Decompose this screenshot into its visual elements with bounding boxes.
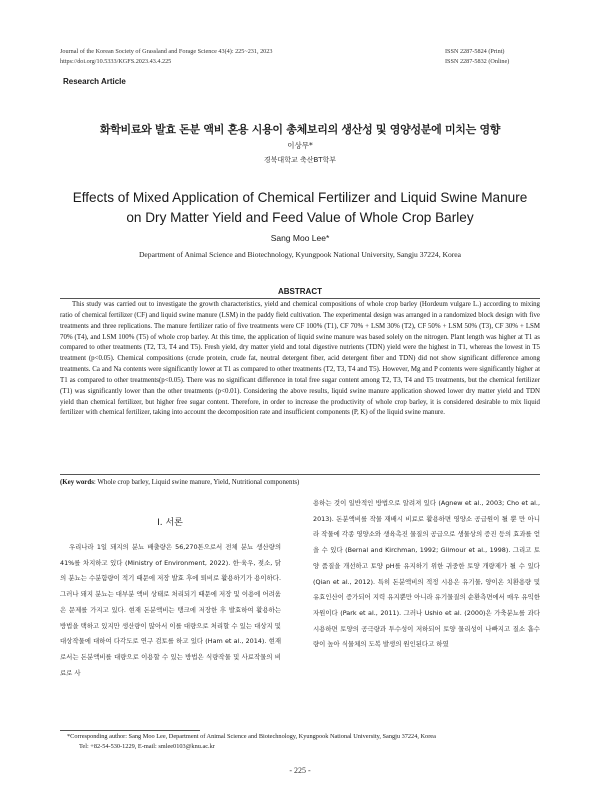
journal-header — [60, 47, 272, 66]
journal-citation: Journal of the Korean Society of Grassland and Forage Science 43(4): 225~231, 2023 — [60, 48, 273, 55]
body-column-left: 우리나라 1일 돼지의 분뇨 배출량은 56,270톤으로서 전체 분뇨 생산량의 41%를 차지하고 있다 (Ministry of Environment, 2022). 한·육우, 젖소, 닭의 분뇨는 수분함량이 적기 때문에 저장 발효 후에 퇴비로 활용하기가 용이하다. 그러나 돼지 분뇨는 대부분 액비 상태로 처리되기 때문에 저장 및 이용에 어려움은 문제를 가지고 있다. 현재 돈분액비는 탱크에 저장한 후 발효하여 활용하는 방법을 택하고 있지만 생산량이 많아서 이를 대량으로 처리할 수 있는 대상지 및 대상작물에 대하여 다각도로 연구 검토를 하고 있다 (Ham et al., 2014). 현재로서는 돈분액비를 대량으로 이용할 수 있는 방법은 식량작물 및 사료작물의 비료로 사 — [60, 543, 281, 677]
footnote-rule — [60, 730, 200, 731]
issn-print: ISSN 2287-5824 (Print) — [445, 48, 505, 55]
corresponding-author-footnote — [67, 732, 547, 752]
abstract-text: This study was carried out to investigate the growth characteristics, yield and chemical compositions of whole crop barley (Hordeum vulgare L.) according to mixing ratio of chemical fertilizer (CF) and liquid swine manure (LSM) in the paddy field cultivation. The experimental design was arranged in a randomized block design with five treatments and three replications. The manure fertilizer ratio of five treatments were CF 100% (T1), CF 70% + LSM 30% (T2), CF 50% + LSM 50% (T3), CF 30% + LSM 70% (T4), and LSM 100% (T5) of whole crop barley. At this time, the application of liquid swine manure was based solely on the nitrogen. Plant length was higher at T1 as compared to other treatments (T2, T3, T4 and T5). Fresh yield, dry matter yield and total digestive nutrients (TDN) yield were the highest in T1, whereas the lowest in T5 treatment (p<0.05). Chemical compositions (crude protein, crude fat, neutral detergent fiber, acid detergent fiber and TDN) did not show significant difference among treatments. Ca and Na contents were significantly lower at T1 as compared to other treatments (T2, T3, T4 and T5). However, Mg and P contents were significantly higher at T1 as compared to other treatments(p<0.05). There was no significant difference in total free sugar content among T2, T3, T4 and T5 treatments, but the chemical fertilizer (T1) was significantly lower than the other treatments (p<0.01). Considering the above results, liquid swine manure application showed lower dry matter yield and TDN yield than chemical fertilizer, but higher free sugar content. Therefore, in order to increase the productivity of whole crop barley, it is considered desirable to mix liquid fertilizer with chemical fertilizer, taking into account the decomposition rate and insufficient components (P, K) of the liquid swine manure. — [60, 301, 540, 417]
keywords-text: : Whole crop barley, Liquid swine manure, Yield, Nutritional components) — [93, 479, 300, 486]
english-title — [0, 188, 600, 227]
issn-block — [445, 47, 509, 66]
article-type: Research Article — [63, 77, 126, 86]
english-title-line2: on Dry Matter Yield and Feed Value of Whole Crop Barley — [126, 209, 474, 225]
korean-affiliation: 경북대학교 축산BT학부 — [263, 156, 337, 164]
korean-title: 화학비료와 발효 돈분 액비 혼용 시용이 총체보리의 생산성 및 영양성분에 미치는 영향 — [99, 123, 501, 136]
english-author: Sang Moo Lee* — [270, 233, 330, 243]
abstract-top-rule — [60, 298, 540, 299]
issn-online: ISSN 2287-5832 (Online) — [445, 57, 510, 65]
keywords-label: (Key words — [60, 479, 94, 486]
body-column-right: 용하는 것이 일반적인 방법으로 알려져 있다 (Agnew et al., 2003; Cho et al., 2013). 돈분액비를 작물 재배시 비료로 활용하면 영양소 공급원이 될 뿐 만 아니라 작물에 각종 영양소와 생육촉진 물질의 공급으로 생물상의 증진 등의 효과를 얻을 수 있다 (Bernal and Kirchman, 1992; Gilmour et al., 1998). 그리고 토양 품질을 개선하고 토양 pH를 유지하기 위한 귀중한 토양 개량제가 될 수 있다 (Qian et al., 2012). 특히 돈분액비의 적정 시용은 유기물, 양이온 치환용량 및 유효인산이 증가되어 지력 유지뿐만 아니라 유기물질의 순환측면에서 매우 유익한 자원이다 (Park et al., 2011). 그러나 Ushio et al. (2000)은 가축분뇨를 과다 시용하면 토양의 공극량과 투수성이 저하되어 토양 물리성이 나빠지고 질소 흡수량이 높아 식물체의 도복 발생의 원인된다고 하였 — [313, 499, 540, 649]
footnote-line2: Tel: +82-54-530-1229, E-mail: smlee0103@knu.ac.kr — [79, 743, 215, 750]
english-title-line1: Effects of Mixed Application of Chemical Fertilizer and Liquid Swine Manure — [72, 190, 528, 205]
abstract-bottom-rule — [60, 474, 540, 475]
korean-author: 이상무* — [287, 141, 313, 150]
footnote-line1: *Corresponding author: Sang Moo Lee, Department of Animal Science and Biotechnology, Kyungpook National University, Sangju 37224, Korea — [67, 733, 436, 740]
abstract-heading: ABSTRACT — [278, 287, 322, 296]
page-number: - 225 - — [289, 766, 311, 775]
keywords — [60, 478, 540, 488]
english-affiliation: Department of Animal Science and Biotechnology, Kyungpook National University, Sangju 37224, Korea — [138, 250, 462, 259]
section-heading-introduction: Ⅰ. 서론 — [157, 518, 183, 528]
doi-link[interactable]: https://doi.org/10.5333/KGFS.2023.43.4.225 — [60, 57, 172, 65]
